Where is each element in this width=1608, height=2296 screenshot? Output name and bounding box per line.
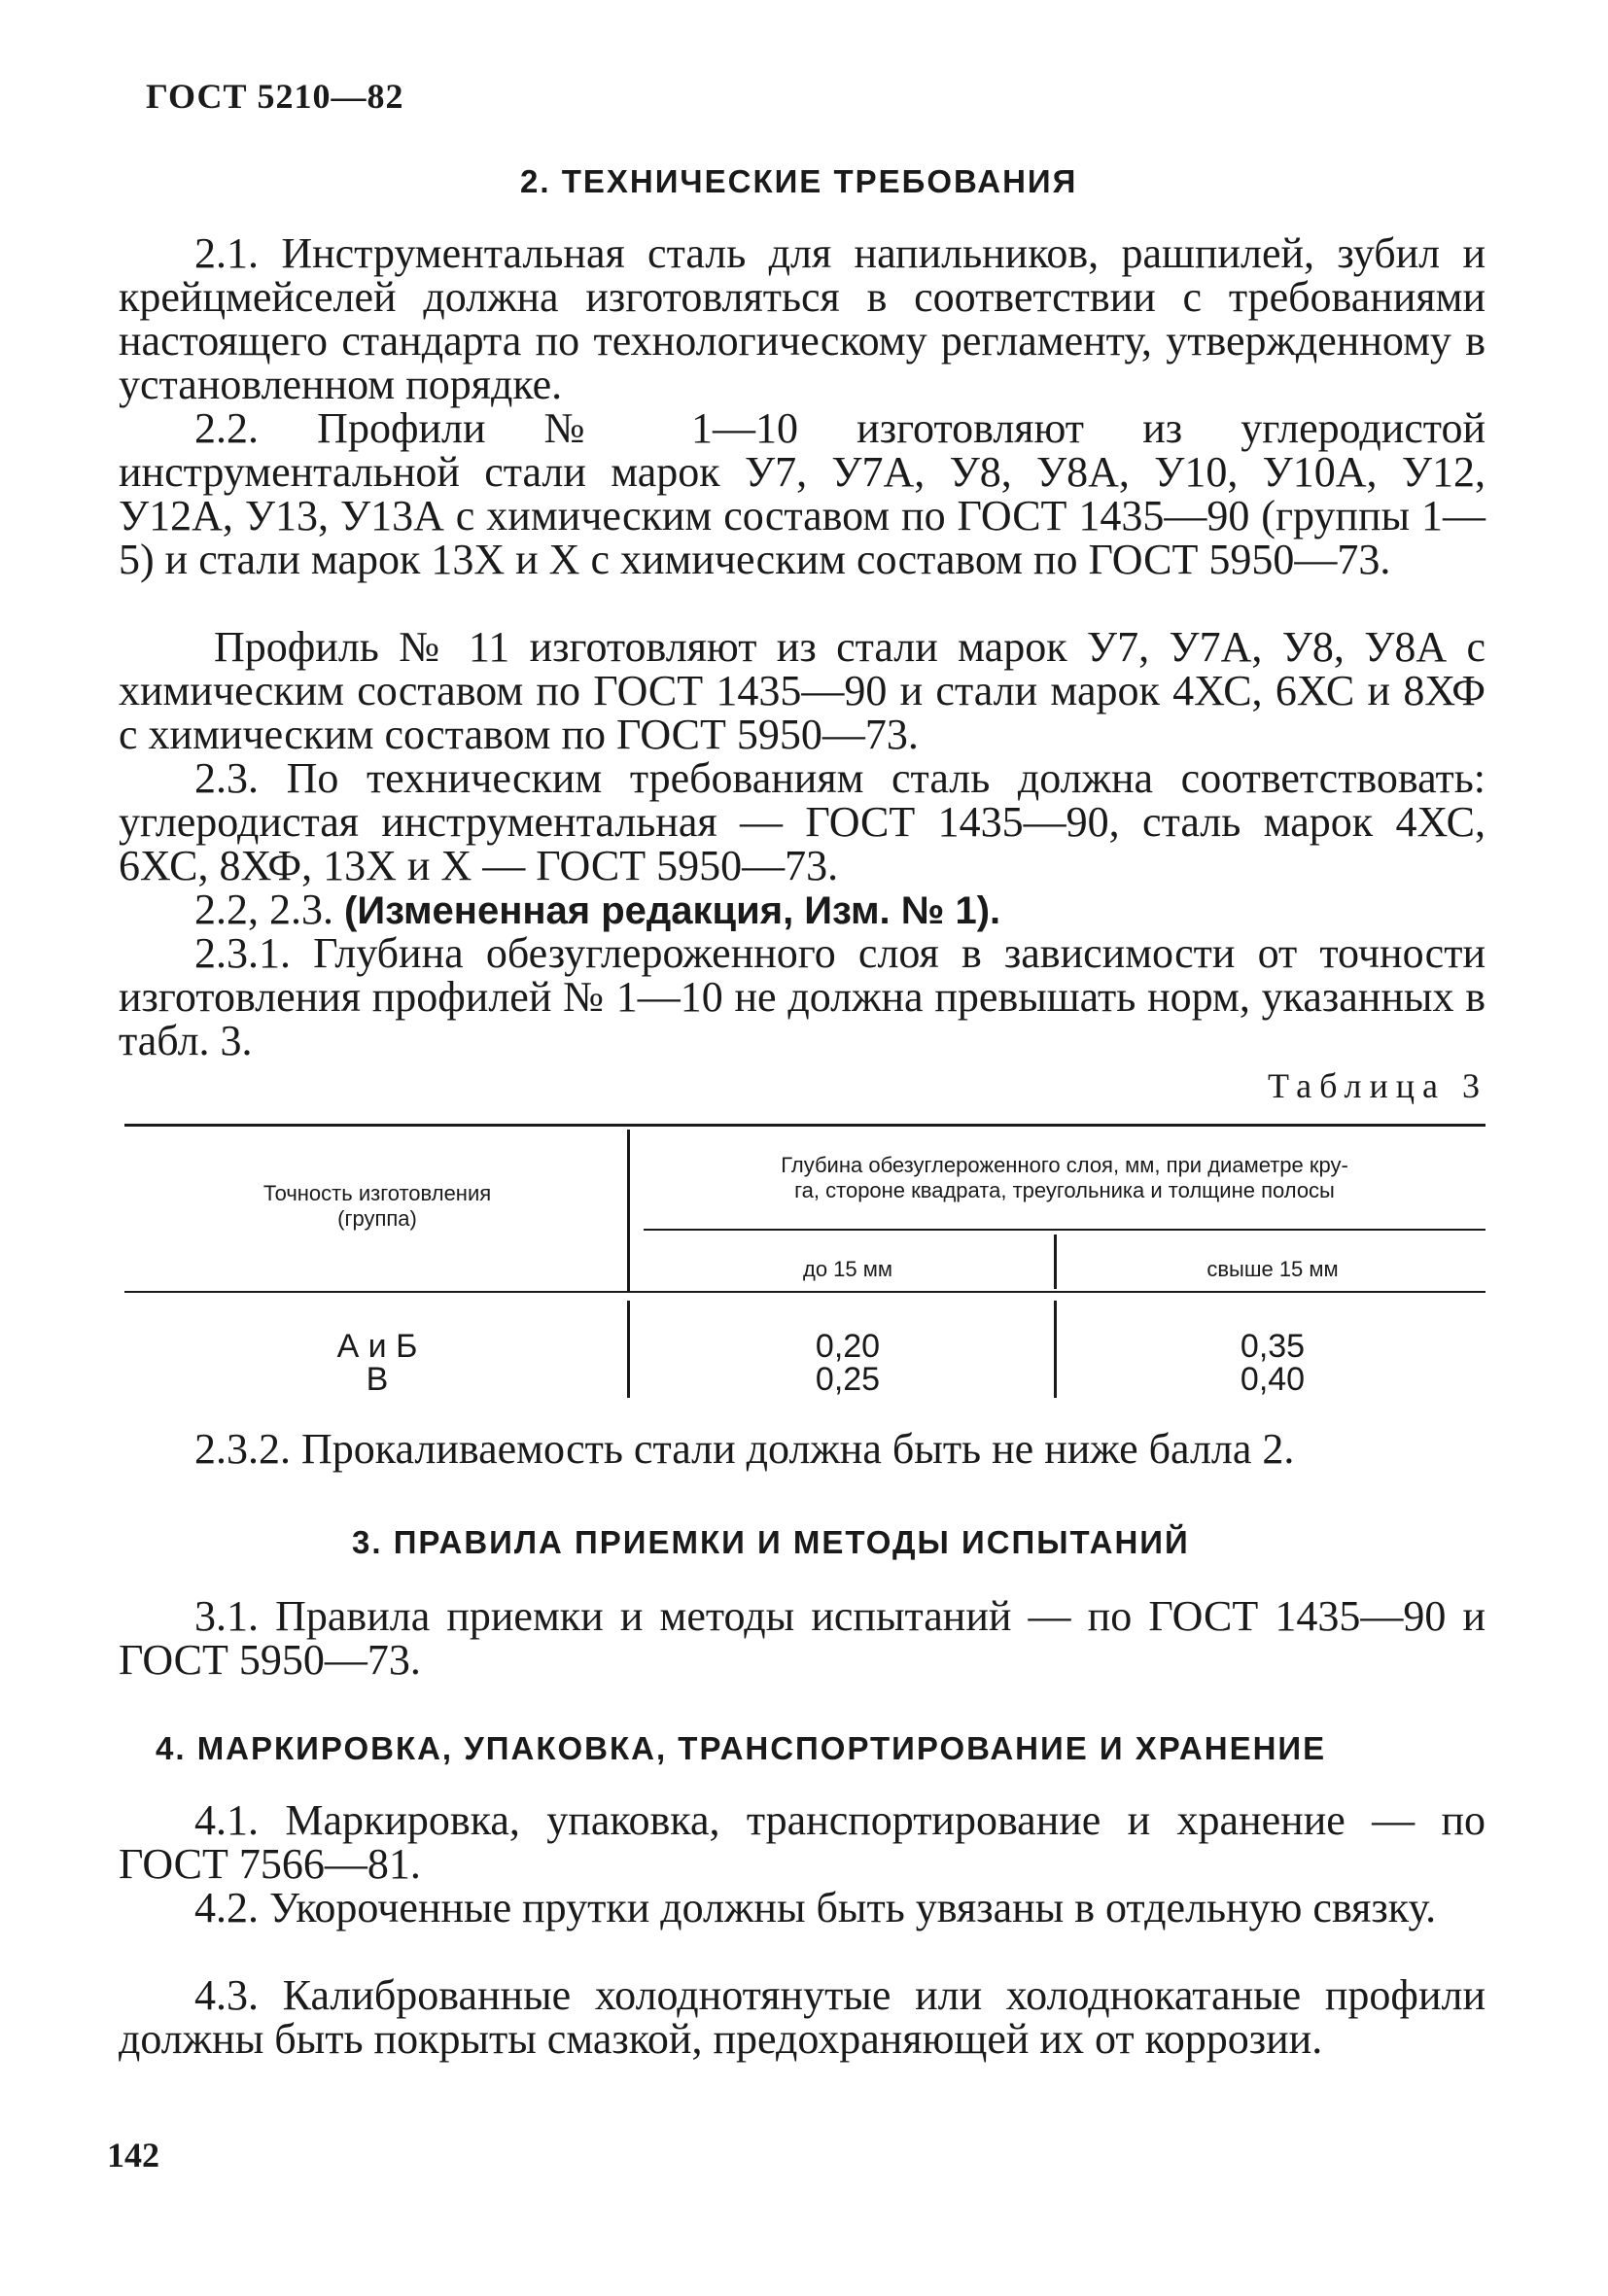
paragraph-2-3-2-text: 2.3.2. Прокаливаемость стали должна быть не ниже балла 2. bbox=[194, 1425, 1295, 1473]
amendment-note: (Измененная редакция, Изм. № 1). bbox=[344, 889, 1001, 932]
paragraph-2-3-1-text: 2.3.1. Глубина обезуглероженного слоя в зависимости от точности изготовления профилей № 1—10 не должна превышать норм, указанных в табл. 3. bbox=[119, 929, 1486, 1064]
document-header: ГОСТ 5210—82 bbox=[146, 77, 404, 116]
paragraph-2-2b bbox=[119, 625, 1486, 756]
row-2-upto-15: 0,25 bbox=[815, 1361, 881, 1398]
paragraph-2-1-text: 2.1. Инструментальная сталь для напильников, рашпилей, зубил и крейцмейселей должна изготовляться в соответствии с требованиями настоящего стандарта по технологическому регламенту, утвержденному в установленном порядке. bbox=[119, 229, 1486, 408]
paragraph-2-1 bbox=[119, 231, 1486, 406]
paragraph-2-2b-text: Профиль № 11 изготовляют из стали марок У7, У7А, У8, У8А с химическим составом по ГОСТ 1435—90 и стали марок 4ХС, 6ХС и 8ХФ с химическим составом по ГОСТ 5950—73. bbox=[119, 623, 1486, 758]
col-header-accuracy-line2: (группа) bbox=[337, 1206, 417, 1231]
col-header-accuracy-line1: Точность изготовления bbox=[262, 1181, 492, 1205]
col-header-depth-line2: га, стороне квадрата, треугольника и толщине полосы bbox=[794, 1178, 1335, 1202]
col-header-depth bbox=[644, 1153, 1486, 1203]
paragraph-4-3 bbox=[119, 1973, 1486, 2061]
paragraph-4-2-text: 4.2. Укороченные прутки должны быть увязаны в отдельную связку. bbox=[194, 1884, 1437, 1931]
table-subheader-rule bbox=[644, 1229, 1486, 1231]
table-divider-body-1 bbox=[627, 1301, 630, 1398]
paragraph-4-1-text: 4.1. Маркировка, упаковка, транспортирование и хранение — по ГОСТ 7566—81. bbox=[119, 1796, 1486, 1888]
section-4-title: 4. МАРКИРОВКА, УПАКОВКА, ТРАНСПОРТИРОВАНИЕ И ХРАНЕНИЕ bbox=[156, 1730, 1327, 1766]
paragraph-3-1-text: 3.1. Правила приемки и методы испытаний — по ГОСТ 1435—90 и ГОСТ 5950—73. bbox=[119, 1592, 1486, 1684]
paragraph-2-2 bbox=[119, 406, 1486, 581]
subheader-upto-15: до 15 мм bbox=[802, 1257, 893, 1281]
table-header-rule bbox=[124, 1291, 1486, 1293]
paragraph-4-3-text: 4.3. Калиброванные холоднотянутые или холоднокатаные профили должны быть покрыты смазкой, предохраняющей их от коррозии. bbox=[119, 1971, 1486, 2063]
col-header-accuracy bbox=[144, 1181, 611, 1232]
page-number: 142 bbox=[107, 2136, 159, 2174]
table-divider-main bbox=[627, 1130, 630, 1291]
paragraph-4-1 bbox=[119, 1798, 1486, 1886]
paragraph-3-1 bbox=[119, 1594, 1486, 1682]
paragraph-2-3-2 bbox=[119, 1427, 1486, 1471]
paragraph-2-3-text: 2.3. По техническим требованиям сталь должна соответствовать: углеродистая инструментальная — ГОСТ 1435—90, сталь марок 4ХС, 6ХС, 8ХФ, 13Х и Х — ГОСТ 5950—73. bbox=[119, 754, 1486, 889]
subheader-over-15: свыше 15 мм bbox=[1206, 1257, 1339, 1281]
paragraph-2-3 bbox=[119, 756, 1486, 887]
row-2-over-15: 0,40 bbox=[1240, 1361, 1306, 1398]
row-1-upto-15: 0,20 bbox=[815, 1328, 881, 1365]
table-divider-body-2 bbox=[1054, 1301, 1057, 1398]
paragraph-amendment bbox=[119, 887, 1486, 933]
row-1-over-15: 0,35 bbox=[1240, 1328, 1306, 1365]
paragraph-2-2-text: 2.2. Профили № 1—10 изготовляют из углеродистой инструментальной стали марок У7, У7А, У8, У8А, У10, У10А, У12, У12А, У13, У13А с химическим составом по ГОСТ 1435—90 (группы 1—5) и стали марок 13Х и Х с химическим составом по ГОСТ 5950—73. bbox=[119, 404, 1486, 583]
paragraph-2-3-1 bbox=[119, 931, 1486, 1062]
table-caption: Таблица 3 bbox=[1268, 1066, 1487, 1105]
row-2-group: В bbox=[366, 1361, 389, 1398]
paragraph-4-2 bbox=[119, 1886, 1486, 1930]
row-1-group: А и Б bbox=[336, 1328, 418, 1365]
table-top-rule bbox=[124, 1124, 1486, 1127]
amendment-prefix: 2.2, 2.3. bbox=[194, 886, 333, 933]
col-header-depth-line1: Глубина обезуглероженного слоя, мм, при диаметре кру- bbox=[781, 1153, 1348, 1177]
table-divider-sub bbox=[1054, 1235, 1057, 1289]
section-2-title: 2. ТЕХНИЧЕСКИЕ ТРЕБОВАНИЯ bbox=[520, 163, 1078, 199]
section-3-title: 3. ПРАВИЛА ПРИЕМКИ И МЕТОДЫ ИСПЫТАНИЙ bbox=[352, 1524, 1190, 1560]
